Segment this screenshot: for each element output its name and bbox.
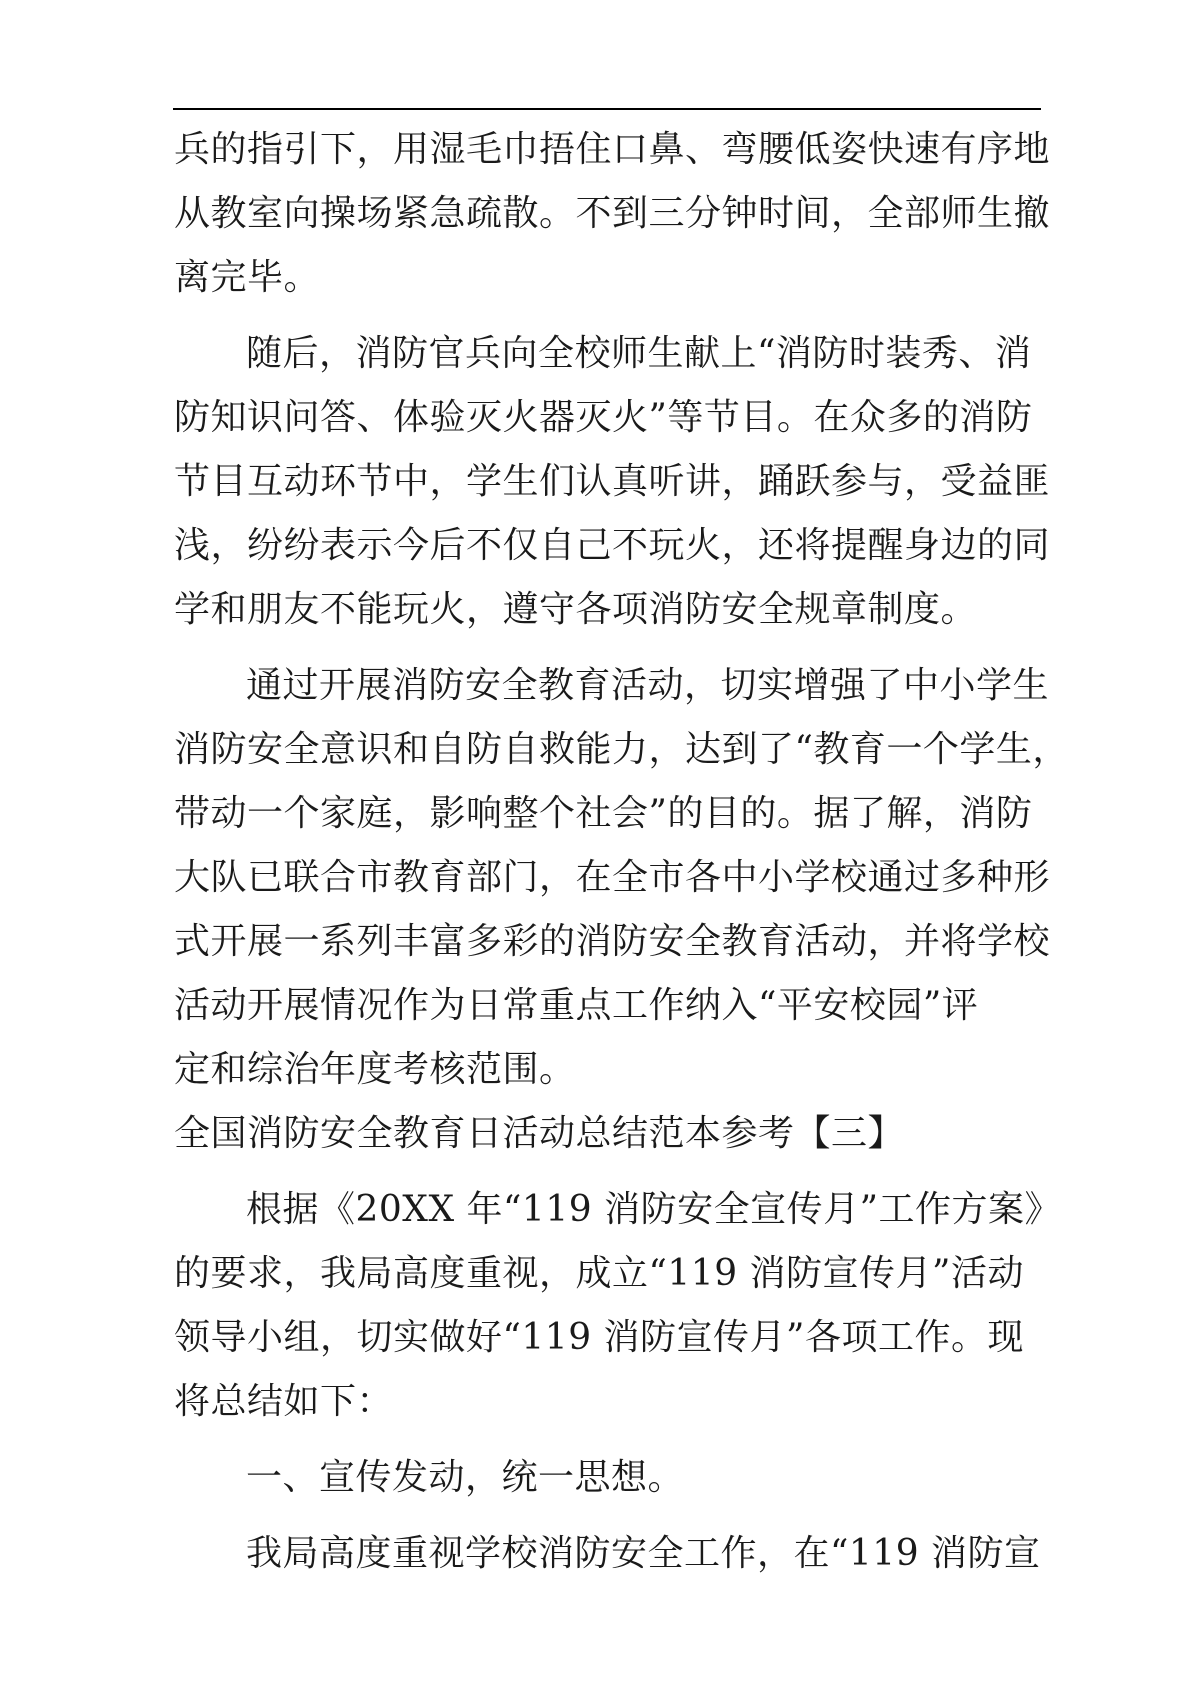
text-line: 领导小组，切实做好“119 消防宣传月”各项工作。现	[174, 1317, 1024, 1358]
paragraph-first-line: 根据《20XX 年“119 消防安全宣传月”工作方案》	[246, 1189, 1061, 1230]
text-line: 学和朋友不能玩火，遵守各项消防安全规章制度。	[174, 589, 978, 630]
paragraph-gap	[174, 1434, 1044, 1446]
text-line: 活动开展情况作为日常重点工作纳入“平安校园”评	[174, 985, 979, 1026]
text-line: 离完毕。	[174, 257, 321, 298]
text-line: 节目互动环节中，学生们认真听讲，踊跃参与，受益匪	[174, 461, 1051, 502]
text-line: 式开展一系列丰富多彩的消防安全教育活动，并将学校	[174, 921, 1051, 962]
paragraph-first-line: 通过开展消防安全教育活动，切实增强了中小学生	[246, 665, 1050, 706]
text-line: 的要求，我局高度重视，成立“119 消防宣传月”活动	[174, 1253, 1024, 1294]
text-line: 大队已联合市教育部门，在全市各中小学校通过多种形	[174, 857, 1051, 898]
text-line: 浅，纷纷表示今后不仅自己不玩火，还将提醒身边的同	[174, 525, 1051, 566]
text-line: 将总结如下：	[174, 1381, 394, 1422]
text-line: 消防安全意识和自防自救能力，达到了“教育一个学生，	[174, 729, 1069, 770]
document-body	[174, 118, 1069, 1586]
paragraph-gap	[174, 310, 1044, 322]
text-line: 防知识问答、体验灭火器灭火”等节目。在众多的消防	[174, 397, 1033, 438]
text-line: 带动一个家庭，影响整个社会”的目的。据了解，消防	[174, 793, 1033, 834]
text-line: 全国消防安全教育日活动总结范本参考【三】	[174, 1113, 905, 1154]
text-line: 定和综治年度考核范围。	[174, 1049, 576, 1090]
paragraph-first-line: 我局高度重视学校消防安全工作，在“119 消防宣	[246, 1533, 1041, 1574]
paragraph-first-line: 一、宣传发动，统一思想。	[246, 1457, 685, 1498]
header-rule	[173, 108, 1041, 110]
text-line: 从教室向操场紧急疏散。不到三分钟时间，全部师生撤	[174, 193, 1051, 234]
text-line: 兵的指引下，用湿毛巾捂住口鼻、弯腰低姿快速有序地	[174, 129, 1051, 170]
paragraph-first-line: 随后，消防官兵向全校师生献上“消防时装秀、消	[246, 333, 1032, 374]
paragraph-gap	[174, 1510, 1044, 1522]
paragraph-gap	[174, 1166, 1044, 1178]
paragraph-gap	[174, 642, 1044, 654]
